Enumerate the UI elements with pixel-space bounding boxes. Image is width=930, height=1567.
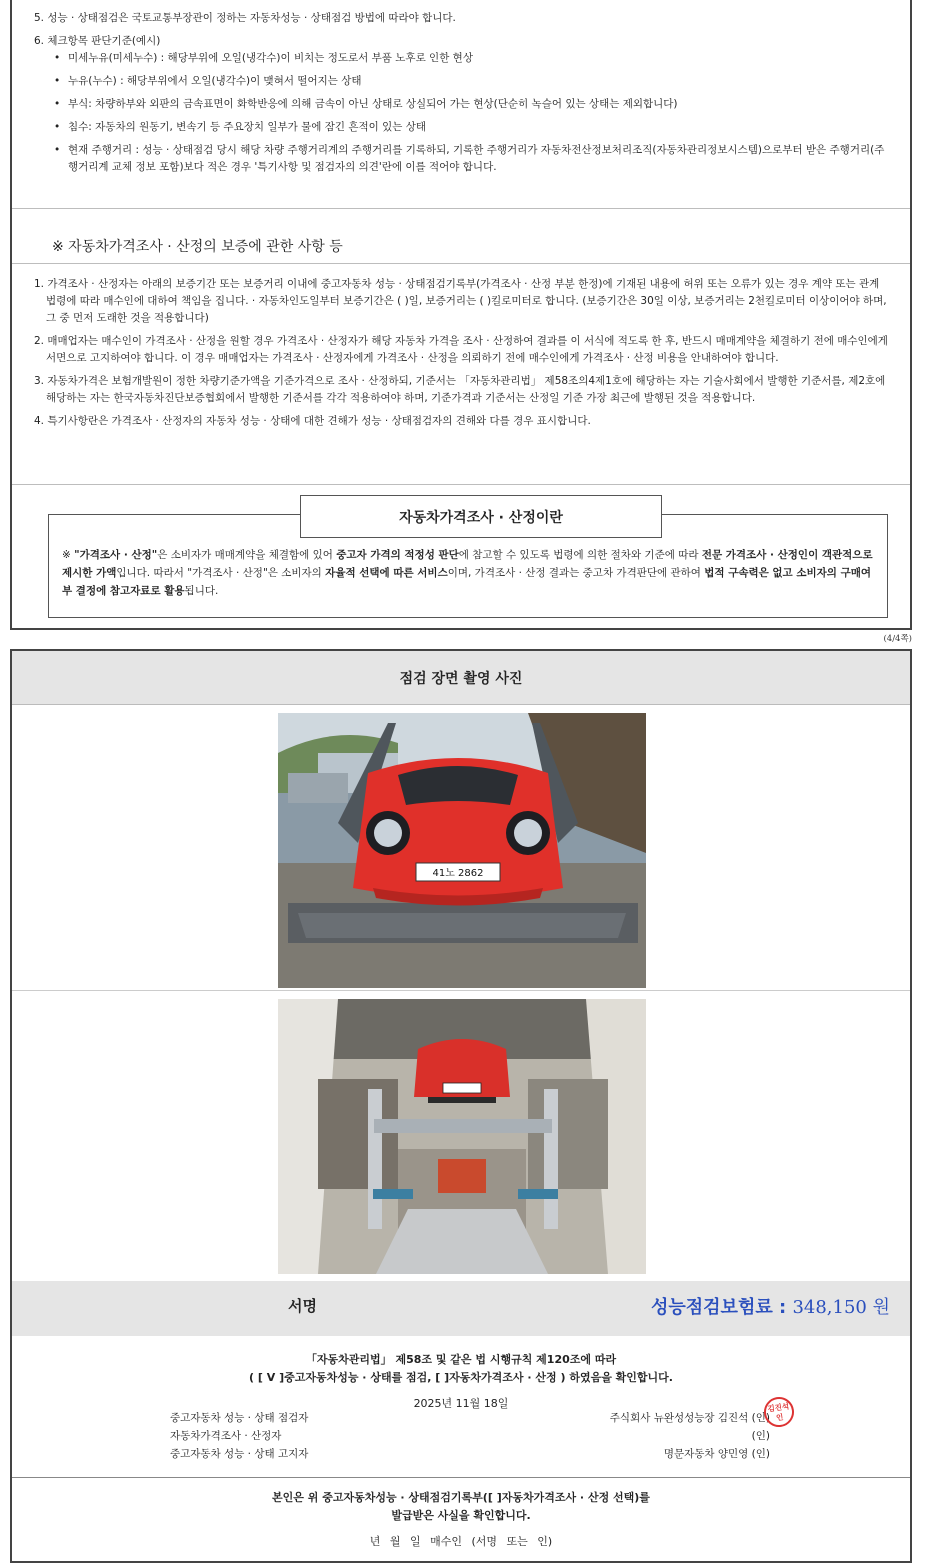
signature-bar — [12, 1281, 910, 1336]
warranty-item: 1. 가격조사 · 산정자는 아래의 보증기간 또는 보증거리 이내에 중고자동차 성능 · 상태점검기록부(가격조사 · 산정 부분 한정)에 기재된 내용에 허위 또는 오류가 있는 경우 계약 또는 관계법령에 따라 매수인에 대하여 책임을 집니다. · 자동차인도일부터 보증기간은 ( )일, 보증거리는 ( )킬로미터로 합니다. (보증기간은 30일 이상, 보증거리는 2천킬로미터 이상이어야 하며, 그 중 먼저 도래한 것을 적용합니다) — [34, 278, 887, 324]
page-number: (4/4쪽) — [883, 634, 912, 644]
criteria-line-6: 6. 체크항목 판단기준(예시) — [34, 35, 161, 47]
warranty-item: 2. 매매업자는 매수인이 가격조사 · 산정을 원할 경우 가격조사 · 산정자가 해당 자동차 가격을 조사 · 산정하여 결과를 이 서식에 적도록 한 후, 반드시 매매계약을 체결하기 전에 매수인에게 서면으로 고지하여야 합니다. 이 경우 매매업자는 가격조사 · 산정자에게 가격조사 · 산정을 의뢰하기 전에 매수인에게 가격조사 · 산정 비용을 안내하여야 합니다. — [34, 335, 888, 364]
criteria-line-5: 5. 성능 · 상태점검은 국토교통부장관이 정하는 자동차성능 · 상태점검 방법에 따라야 합니다. — [34, 12, 456, 24]
legal-line-1: 「자동차관리법」 제58조 및 같은 법 시행규칙 제120조에 따라 — [305, 1353, 617, 1366]
warranty-item: 4. 특기사항란은 가격조사 · 산정자의 자동차 성능 · 상태에 대한 견해가 성능 · 상태점검자의 견해와 다를 경우 표시합니다. — [34, 415, 591, 427]
signer-name: 명문자동차 양민영 (인) — [663, 1448, 770, 1460]
criteria-section — [34, 10, 890, 182]
definition-part: 에 참고할 수 있도록 법령에 의한 절차와 기준에 따라 — [458, 549, 702, 561]
signer-role: 중고자동차 성능 · 상태 고지자 — [170, 1448, 309, 1460]
definition-text — [62, 546, 874, 600]
definition-bold: 전문 가격조사 · 산정인이 객관적으로 제시한 가액 — [62, 549, 873, 579]
criteria-bullet-list — [54, 50, 890, 176]
issue-date: 2025년 11월 18일 — [413, 1397, 509, 1410]
criteria-bullet: • 누유(누수) : 해당부위에서 오일(냉각수)이 맺혀서 떨어지는 상태 — [54, 73, 890, 90]
criteria-page — [10, 0, 912, 630]
photo-row-rear — [12, 991, 910, 1281]
definition-bold: "가격조사 · 산정" — [74, 549, 158, 561]
signer-role: 자동차가격조사 · 산정자 — [170, 1430, 282, 1442]
definition-part: 됩니다. — [184, 585, 219, 597]
fee-amount: 348,150 원 — [792, 1297, 890, 1318]
definition-part: 이며, 가격조사 · 산정 결과는 중고차 가격판단에 관하여 — [447, 567, 705, 579]
definition-title: 자동차가격조사 · 산정이란 — [300, 495, 662, 538]
definition-part: ※ — [62, 549, 75, 561]
signature-label: 서명 — [288, 1297, 317, 1315]
definition-bold: 법적 구속력은 없고 소비자의 구매여부 결정에 참고자료로 활용 — [62, 567, 872, 597]
inspection-photo-page — [10, 649, 912, 1563]
legal-line-2: ( [ V ]중고자동차성능 · 상태를 점검, [ ]자동차가격조사 · 산정 ) 하였음을 확인합니다. — [249, 1371, 673, 1384]
photo-row-front — [12, 705, 910, 991]
signer-roles — [170, 1409, 308, 1463]
signer-names — [610, 1409, 770, 1463]
warranty-item: 3. 자동차가격은 보험개발원이 정한 차량기준가액을 기준가격으로 조사 · 산정하되, 기준서는 「자동차관리법」 제58조의4제1호에 해당하는 자는 기술사회에서 발행한 기준서를, 제2호에 해당하는 자는 한국자동차진단보증협회에서 발행한 기준서를 각각 적용하여야 하며, 기준가격과 기준서는 산정일 기준 가장 최근에 발행된 것을 적용합니다. — [34, 375, 886, 404]
photo-section-title: 점검 장면 촬영 사진 — [12, 651, 910, 705]
definition-part: 입니다. 따라서 "가격조사 · 산정"은 소비자의 — [116, 567, 326, 579]
criteria-bullet: • 미세누유(미세누수) : 해당부위에 오일(냉각수)이 비치는 정도로서 부품 노후로 인한 현상 — [54, 50, 890, 67]
definition-bold: 중고자 가격의 적정성 판단 — [336, 549, 459, 561]
signer-name: 주식회사 뉴완성성능장 김진석 (인) — [609, 1412, 770, 1424]
divider — [12, 263, 910, 264]
legal-statement — [12, 1351, 910, 1387]
signer-name: (인) — [751, 1430, 770, 1442]
rear-lift-photo — [278, 999, 646, 1274]
front-car-photo — [278, 713, 646, 988]
fee-label: 성능점검보험료 : — [651, 1297, 793, 1318]
buyer-signature-line: 년 월 일 매수인 (서명 또는 인) — [369, 1535, 553, 1548]
criteria-bullet: • 침수: 자동차의 원동기, 변속기 등 주요장치 일부가 물에 잠긴 흔적이 있는 상태 — [54, 119, 890, 136]
red-seal-stamp: 김진석인 — [762, 1395, 796, 1429]
criteria-bullet: • 현재 주행거리 : 성능 · 상태점검 당시 해당 차량 주행거리계의 주행거리를 기록하되, 기록한 주행거리가 자동차전산정보처리조직(자동차관리정보시스템)으로부터 받은 주행거리(주행거리계 교체 정보 포함)보다 적은 경우 '특기사항 및 점검자의 의견'란에 이를 적어야 합니다. — [54, 142, 890, 176]
warranty-list — [34, 276, 888, 436]
confirm-line-1: 본인은 위 중고자동차성능 · 상태점검기록부([ ]자동차가격조사 · 산정 선택)를 — [272, 1491, 650, 1504]
buyer-confirmation — [12, 1489, 910, 1525]
divider — [12, 484, 910, 485]
inspection-fee — [651, 1293, 890, 1319]
front-plate-text: 41노 2862 — [432, 868, 484, 879]
signer-role: 중고자동차 성능 · 상태 점검자 — [170, 1412, 309, 1424]
warranty-title: ※ 자동차가격조사 · 산정의 보증에 관한 사항 등 — [52, 239, 343, 255]
confirm-line-2: 발급받은 사실을 확인합니다. — [391, 1509, 531, 1522]
definition-part: 은 소비자가 매매계약을 체결함에 있어 — [157, 549, 337, 561]
definition-bold: 자율적 선택에 따른 서비스 — [325, 567, 448, 579]
divider — [12, 1477, 910, 1478]
divider — [12, 208, 910, 209]
criteria-bullet: • 부식: 차량하부와 외판의 금속표면이 화학반응에 의해 금속이 아닌 상태로 상실되어 가는 현상(단순히 녹슬어 있는 상태는 제외합니다) — [54, 96, 890, 113]
